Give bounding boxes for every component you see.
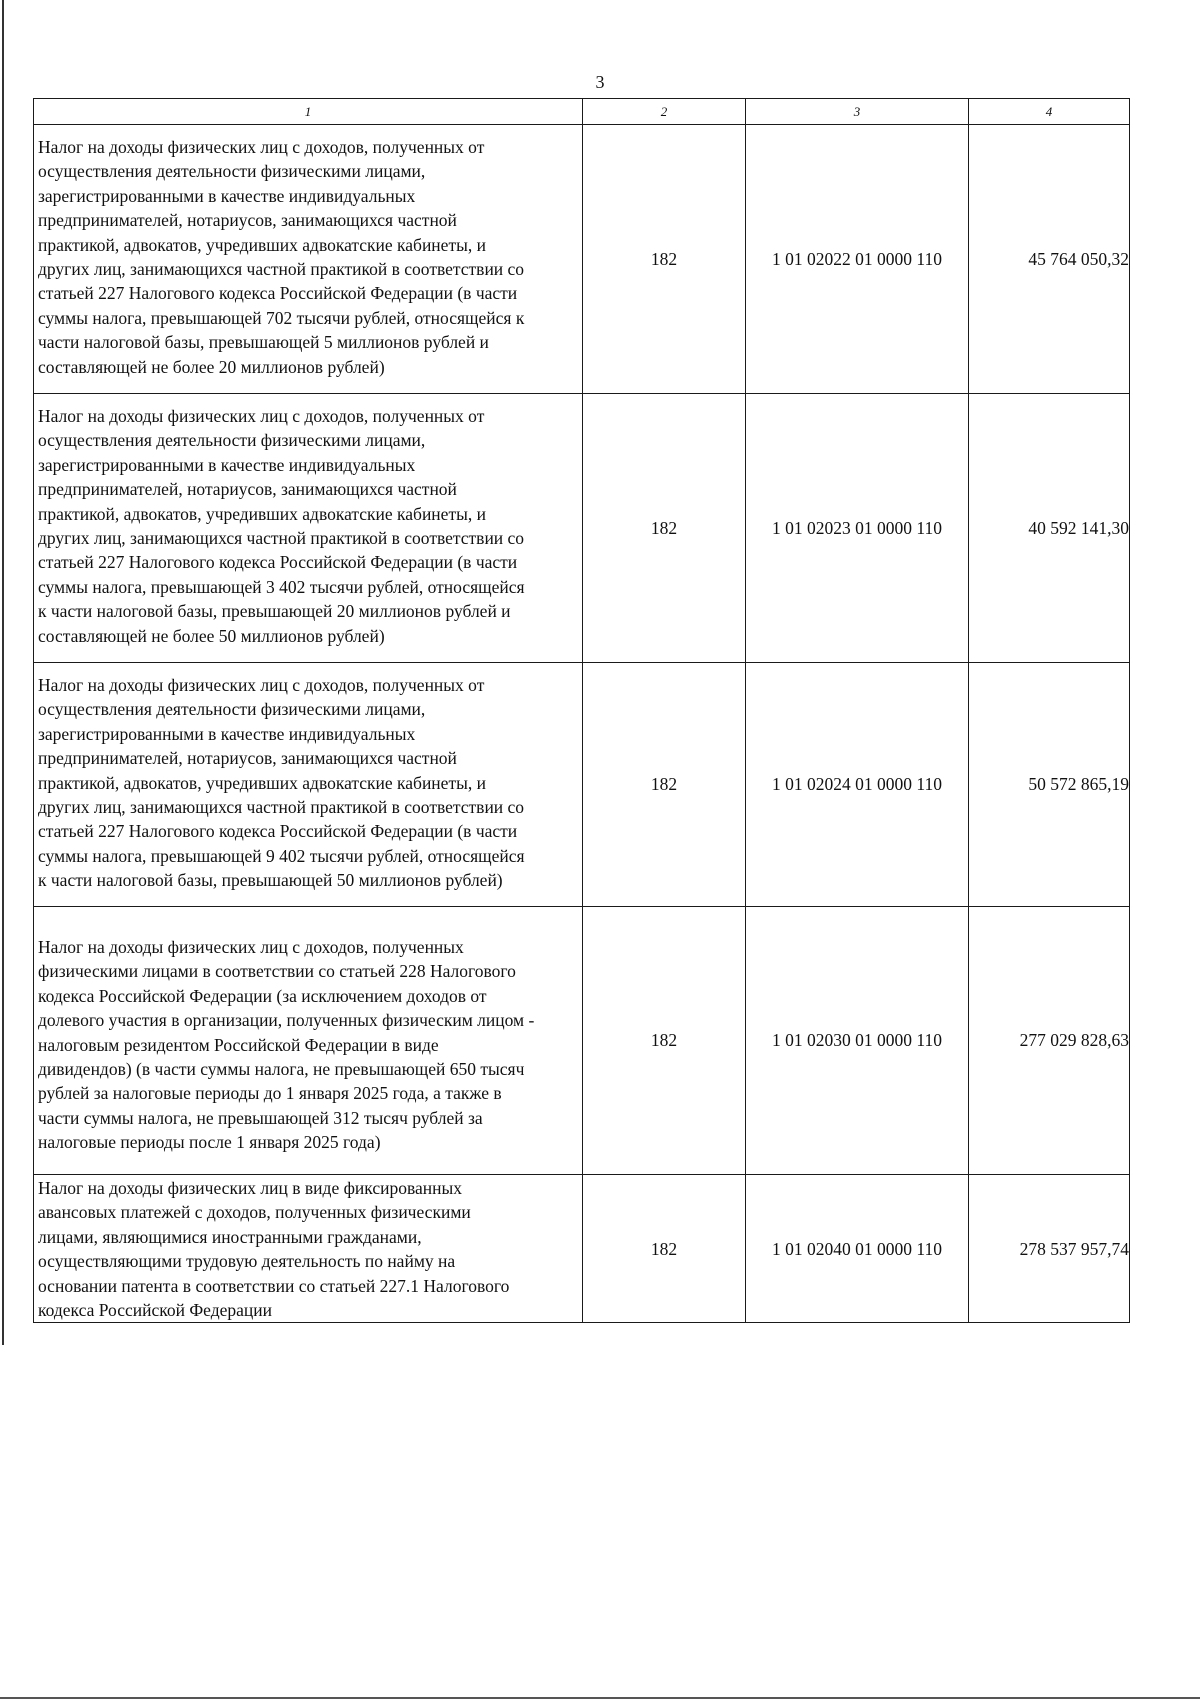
row-amount: 50 572 865,19 [969, 663, 1130, 907]
table-row [34, 394, 1130, 663]
table-row [34, 1175, 1130, 1323]
row-amount: 277 029 828,63 [969, 907, 1130, 1175]
table-header-row [34, 99, 1130, 125]
budget-revenue-table [33, 98, 1130, 1323]
row-budget-code: 1 01 02022 01 0000 110 [746, 125, 969, 394]
row-description: Налог на доходы физических лиц в виде фиксированных авансовых платежей с доходов, полученных физическими лицами, являющимися иностранными гражданами, осуществляющими трудовую деятельность по найму на основании патента в соответствии со статьей 227.1 Налогового кодекса Российской Федерации [34, 1175, 583, 1323]
row-description: Налог на доходы физических лиц с доходов, полученных физическими лицами в соответствии со статьей 228 Налогового кодекса Российской Федерации (за исключением доходов от долевого участия в организации, полученных физическим лицом - налоговым резидентом Российской Федерации в виде дивидендов) (в части суммы налога, не превышающей 650 тысяч рублей за налоговые периоды до 1 января 2025 года, а также в части суммы налога, не превышающей 312 тысяч рублей за налоговые периоды после 1 января 2025 года) [34, 907, 583, 1175]
page-number: 3 [595, 72, 605, 92]
row-description: Налог на доходы физических лиц с доходов, полученных от осуществления деятельности физическими лицами, зарегистрированными в качестве индивидуальных предпринимателей, нотариусов, занимающихся частной практикой, адвокатов, учредивших адвокатские кабинеты, и других лиц, занимающихся частной практикой в соответствии со статьей 227 Налогового кодекса Российской Федерации (в части суммы налога, превышающей 702 тысячи рублей, относящейся к части налоговой базы, превышающей 5 миллионов рублей и составляющей не более 20 миллионов рублей) [34, 125, 583, 394]
row-amount: 45 764 050,32 [969, 125, 1130, 394]
row-description: Налог на доходы физических лиц с доходов, полученных от осуществления деятельности физическими лицами, зарегистрированными в качестве индивидуальных предпринимателей, нотариусов, занимающихся частной практикой, адвокатов, учредивших адвокатские кабинеты, и других лиц, занимающихся частной практикой в соответствии со статьей 227 Налогового кодекса Российской Федерации (в части суммы налога, превышающей 3 402 тысячи рублей, относящейся к части налоговой базы, превышающей 20 миллионов рублей и составляющей не более 50 миллионов рублей) [34, 394, 583, 663]
row-admin-code: 182 [583, 907, 746, 1175]
row-admin-code: 182 [583, 1175, 746, 1323]
header-col-4: 4 [969, 99, 1130, 125]
table-row [34, 125, 1130, 394]
scan-edge-bottom [0, 1697, 1200, 1699]
row-budget-code: 1 01 02024 01 0000 110 [746, 663, 969, 907]
row-budget-code: 1 01 02030 01 0000 110 [746, 907, 969, 1175]
scan-edge-left [2, 0, 4, 1345]
row-amount: 40 592 141,30 [969, 394, 1130, 663]
header-col-1: 1 [34, 99, 583, 125]
header-col-3: 3 [746, 99, 969, 125]
row-amount: 278 537 957,74 [969, 1175, 1130, 1323]
row-admin-code: 182 [583, 394, 746, 663]
row-budget-code: 1 01 02040 01 0000 110 [746, 1175, 969, 1323]
table-row [34, 663, 1130, 907]
row-description: Налог на доходы физических лиц с доходов, полученных от осуществления деятельности физическими лицами, зарегистрированными в качестве индивидуальных предпринимателей, нотариусов, занимающихся частной практикой, адвокатов, учредивших адвокатские кабинеты, и других лиц, занимающихся частной практикой в соответствии со статьей 227 Налогового кодекса Российской Федерации (в части суммы налога, превышающей 9 402 тысячи рублей, относящейся к части налоговой базы, превышающей 50 миллионов рублей) [34, 663, 583, 907]
row-admin-code: 182 [583, 663, 746, 907]
header-col-2: 2 [583, 99, 746, 125]
row-budget-code: 1 01 02023 01 0000 110 [746, 394, 969, 663]
row-admin-code: 182 [583, 125, 746, 394]
table-row [34, 907, 1130, 1175]
